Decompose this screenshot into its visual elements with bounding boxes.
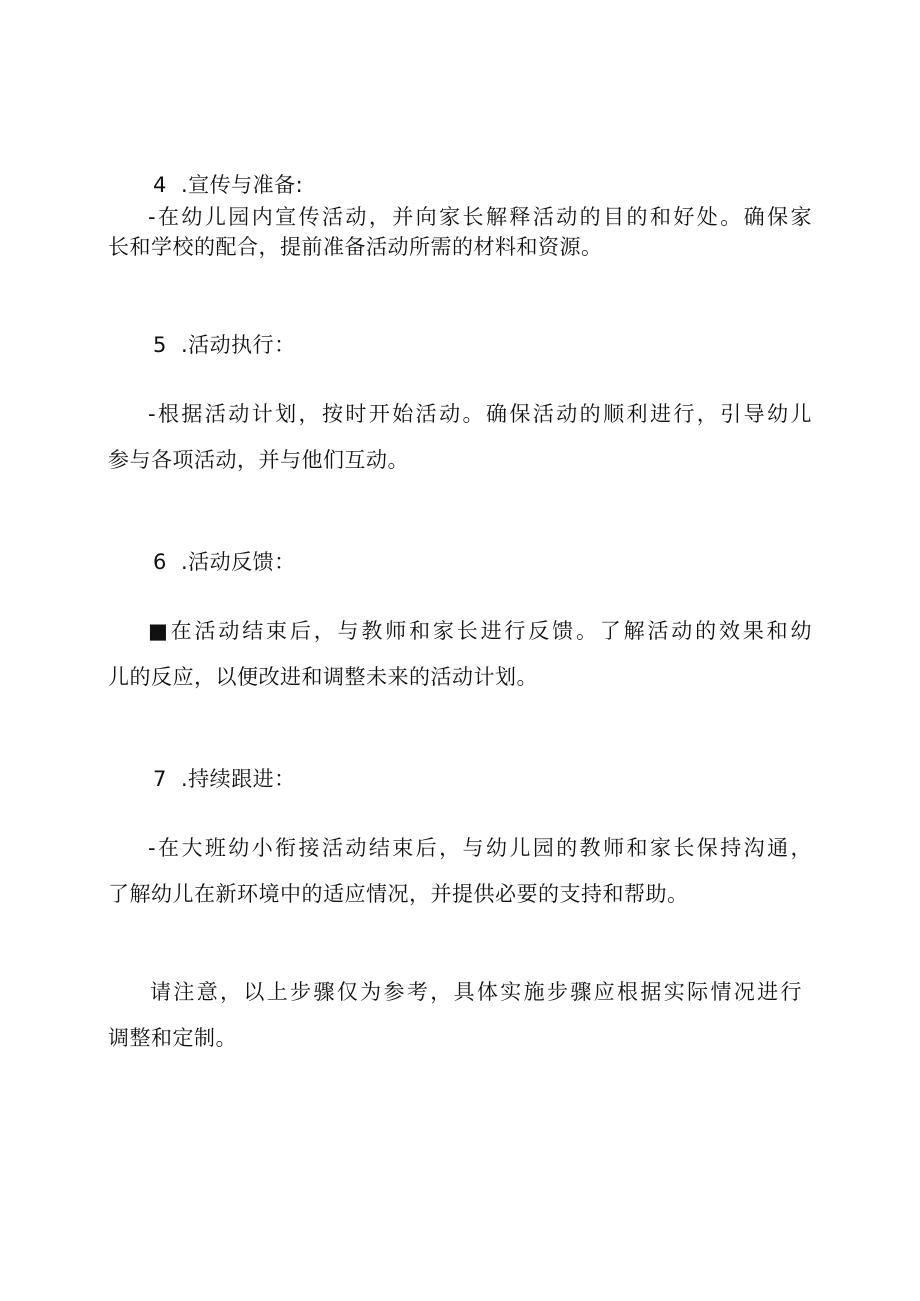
section-7-body-line2: 了解幼儿在新环境中的适应情况，并提供必要的支持和帮助。 xyxy=(108,882,689,906)
section-number: 4 xyxy=(153,173,167,197)
section-6-body-line2: 儿的反应，以便改进和调整未来的活动计划。 xyxy=(108,665,538,689)
section-number: 6 xyxy=(153,550,167,574)
section-number: 5 xyxy=(153,333,167,357)
section-title: .活动反馈： xyxy=(181,550,296,574)
section-5-body-line1: -根据活动计划，按时开始活动。确保活动的顺利进行，引导幼儿 xyxy=(148,402,812,426)
section-4-body-line2: 长和学校的配合，提前准备活动所需的材料和资源。 xyxy=(108,235,603,259)
section-number: 7 xyxy=(153,767,167,791)
section-title: .宣传与准备: xyxy=(181,173,304,197)
section-6-heading xyxy=(153,547,296,577)
section-6-body-line1: ■在活动结束后，与教师和家长进行反馈。了解活动的效果和幼 xyxy=(148,619,812,643)
closing-note-line1: 请注意，以上步骤仅为参考，具体实施步骤应根据实际情况进行 xyxy=(150,980,802,1004)
section-title: .持续跟进： xyxy=(181,767,296,791)
section-4-heading xyxy=(153,170,303,200)
section-7-heading xyxy=(153,764,296,794)
section-5-body-line2: 参与各项活动，并与他们互动。 xyxy=(108,448,409,472)
section-7-body-line1: -在大班幼小衔接活动结束后，与幼儿园的教师和家长保持沟通， xyxy=(148,836,812,860)
section-title: .活动执行： xyxy=(181,333,296,357)
section-5-heading xyxy=(153,330,296,360)
closing-note-line2: 调整和定制。 xyxy=(108,1026,237,1050)
section-4-body-line1: -在幼儿园内宣传活动，并向家长解释活动的目的和好处。确保家 xyxy=(148,205,812,229)
